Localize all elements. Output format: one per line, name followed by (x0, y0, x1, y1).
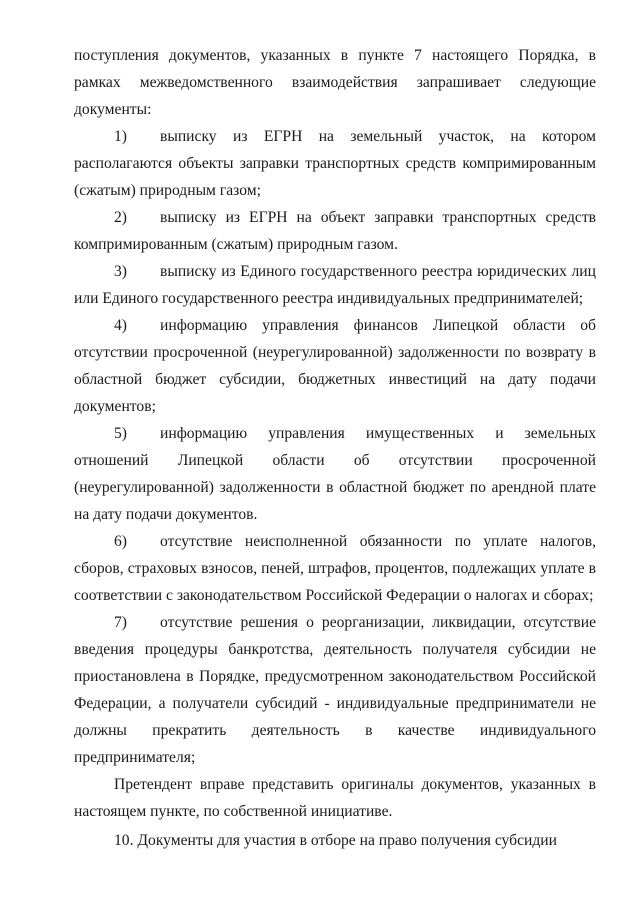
list-item-text: выписку из Единого государственного реестра юридических лиц или Единого государственного реестра индивидуальных предпринимателей; (74, 263, 596, 307)
list-item (74, 420, 596, 528)
list-item-number: 7) (114, 614, 127, 631)
list-item (74, 123, 596, 204)
list-item-text: выписку из ЕГРН на объект заправки транспортных средств компримированным (сжатым) природным газом. (74, 209, 596, 253)
list-item-number: 3) (114, 263, 127, 280)
list-item (74, 528, 596, 609)
list-item-text: информацию управления имущественных и земельных отношений Липецкой области об отсутствии просроченной (неурегулированной) задолженности в областной бюджет по арендной плате на дату подачи документов. (74, 425, 596, 523)
list-item-text: выписку из ЕГРН на земельный участок, на котором располагаются объекты заправки транспортных средств компримированным (сжатым) природным газом; (74, 128, 596, 199)
list-item-text: отсутствие решения о реорганизации, ликвидации, отсутствие введения процедуры банкротства, деятельность получателя субсидии не приостановлена в Порядке, предусмотренном законодательством Российской Федерации, а получатели субсидий - индивидуальные предприниматели не должны прекратить деятельность в качестве индивидуального предпринимателя; (74, 614, 596, 766)
list-item-number: 6) (114, 533, 127, 550)
list-item (74, 258, 596, 312)
list-item-number: 4) (114, 317, 127, 334)
document-body (74, 42, 596, 854)
list-item (74, 609, 596, 771)
list-item-text: информацию управления финансов Липецкой области об отсутствии просроченной (неурегулированной) задолженности по возврату в областной бюджет субсидии, бюджетных инвестиций на дату подачи документов; (74, 317, 596, 415)
next-paragraph: 10. Документы для участия в отборе на право получения субсидии (114, 832, 557, 849)
list-item-number: 1) (114, 128, 127, 145)
note-paragraph: Претендент вправе представить оригиналы документов, указанных в настоящем пункте, по собственной инициативе. (74, 776, 596, 820)
list-item-text: отсутствие неисполненной обязанности по уплате налогов, сборов, страховых взносов, пеней, штрафов, процентов, подлежащих уплате в соответствии с законодательством Российской Федерации о налогах и сборах; (74, 533, 596, 604)
intro-paragraph: поступления документов, указанных в пункте 7 настоящего Порядка, в рамках межведомственного взаимодействия запрашивает следующие документы: (74, 47, 596, 118)
list-item (74, 312, 596, 420)
list-item (74, 204, 596, 258)
list-item-number: 5) (114, 425, 127, 442)
document-list (74, 123, 596, 771)
list-item-number: 2) (114, 209, 127, 226)
